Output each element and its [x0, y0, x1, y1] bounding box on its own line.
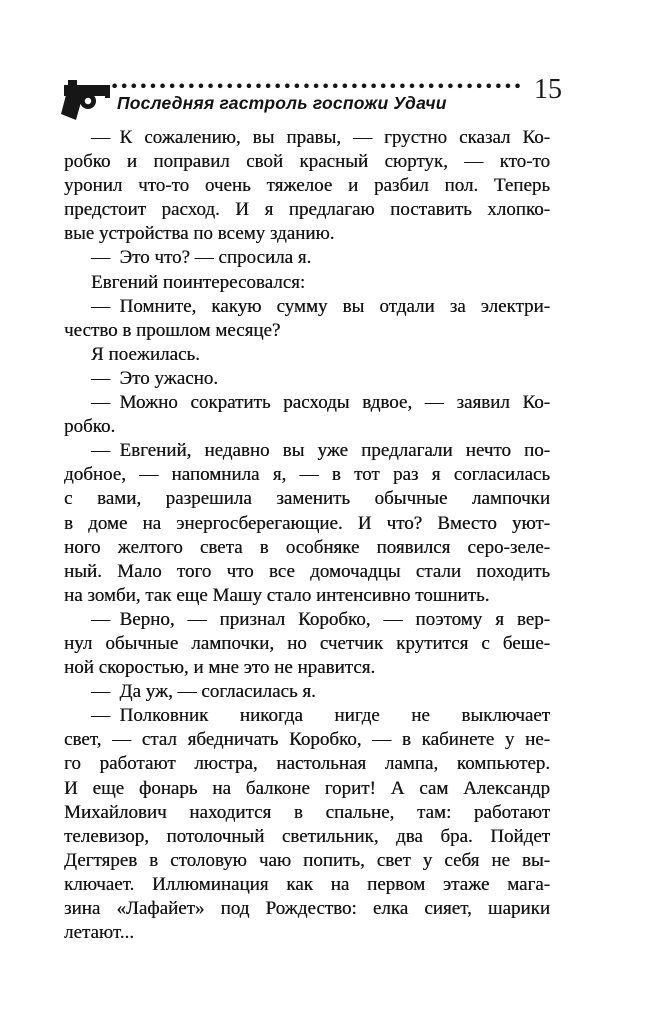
text-line: робко.	[64, 416, 116, 438]
paragraph	[64, 126, 550, 246]
text-line: зина «Лафайет» под Рождество: елка сияет, шарики	[64, 898, 550, 919]
paragraph	[64, 271, 550, 295]
text-line: свет, — стал ябедничать Коробко, — в кабинете у не-	[64, 729, 550, 751]
text-line: — Верно, — признал Коробко, — поэтому я вер-	[91, 608, 550, 630]
text-line: летают...	[64, 922, 134, 944]
text-line: на зомби, так еще Машу стало интенсивно тошнить.	[64, 584, 490, 606]
paragraph	[64, 439, 550, 608]
text-line: — Можно сократить расходы вдвое, — заявил Ко-	[91, 392, 550, 414]
text-line: Михайлович находится в спальне, там: работают	[64, 801, 550, 823]
text-body	[64, 126, 550, 945]
text-line: — Помните, какую сумму вы отдали за электри-	[91, 295, 550, 317]
page-number: 15	[534, 74, 562, 105]
text-line: И еще фонарь на балконе горит! А сам Александр	[64, 777, 550, 799]
text-line: вые устройства по всему зданию.	[64, 223, 335, 245]
text-line: — Это что? — спросила я.	[91, 247, 312, 269]
running-title: Последняя гастроль госпожи Удачи	[117, 93, 447, 113]
text-line: с вами, разрешила заменить обычные лампочки	[64, 488, 550, 510]
text-line: Евгений поинтересовался:	[91, 271, 306, 293]
text-line: предстоит расход. И я предлагаю поставить хлопко-	[64, 199, 550, 221]
text-line: — Это ужасно.	[91, 367, 219, 389]
dotted-separator	[112, 83, 523, 89]
text-line: чество в прошлом месяце?	[64, 319, 281, 341]
paragraph	[64, 704, 550, 945]
text-line: в доме на энергосберегающие. И что? Вместо уют-	[64, 512, 550, 534]
text-line: нул обычные лампочки, но счетчик крутится с беше-	[64, 632, 550, 654]
text-line: Дегтярев в столовую чаю попить, свет у себя не вы-	[64, 849, 550, 871]
text-line: го работают люстра, настольная лампа, компьютер.	[64, 753, 550, 775]
text-line: уронил что-то очень тяжелое и разбил пол. Теперь	[64, 175, 550, 197]
text-line: — Да уж, — согласилась я.	[91, 681, 316, 703]
text-line: ный. Мало того что все домочадцы стали походить	[64, 560, 550, 582]
paragraph	[64, 343, 550, 367]
pistol-icon	[61, 77, 113, 123]
paragraph	[64, 391, 550, 439]
text-line: — Полковник никогда нигде не выключает	[91, 705, 550, 727]
text-line: — Евгений, недавно вы уже предлагали нечто по-	[91, 440, 550, 462]
text-line: добное, — напомнила я, — в тот раз я согласилась	[64, 464, 550, 486]
paragraph	[64, 680, 550, 704]
text-line: ного желтого света в особняке появился серо-зеле-	[64, 536, 550, 558]
paragraph	[64, 367, 550, 391]
text-line: Я поежилась.	[91, 343, 200, 365]
paragraph	[64, 608, 550, 680]
text-line: — К сожалению, вы правы, — грустно сказал Ко-	[91, 127, 550, 148]
text-line: ключает. Иллюминация как на первом этаже мага-	[64, 873, 550, 895]
text-line: робко и поправил свой красный сюртук, — кто-то	[64, 151, 550, 173]
text-line: телевизор, потолочный светильник, два бра. Пойдет	[64, 825, 550, 847]
paragraph	[64, 295, 550, 343]
text-line: ной скоростью, и мне это не нравится.	[64, 657, 376, 679]
paragraph	[64, 246, 550, 270]
